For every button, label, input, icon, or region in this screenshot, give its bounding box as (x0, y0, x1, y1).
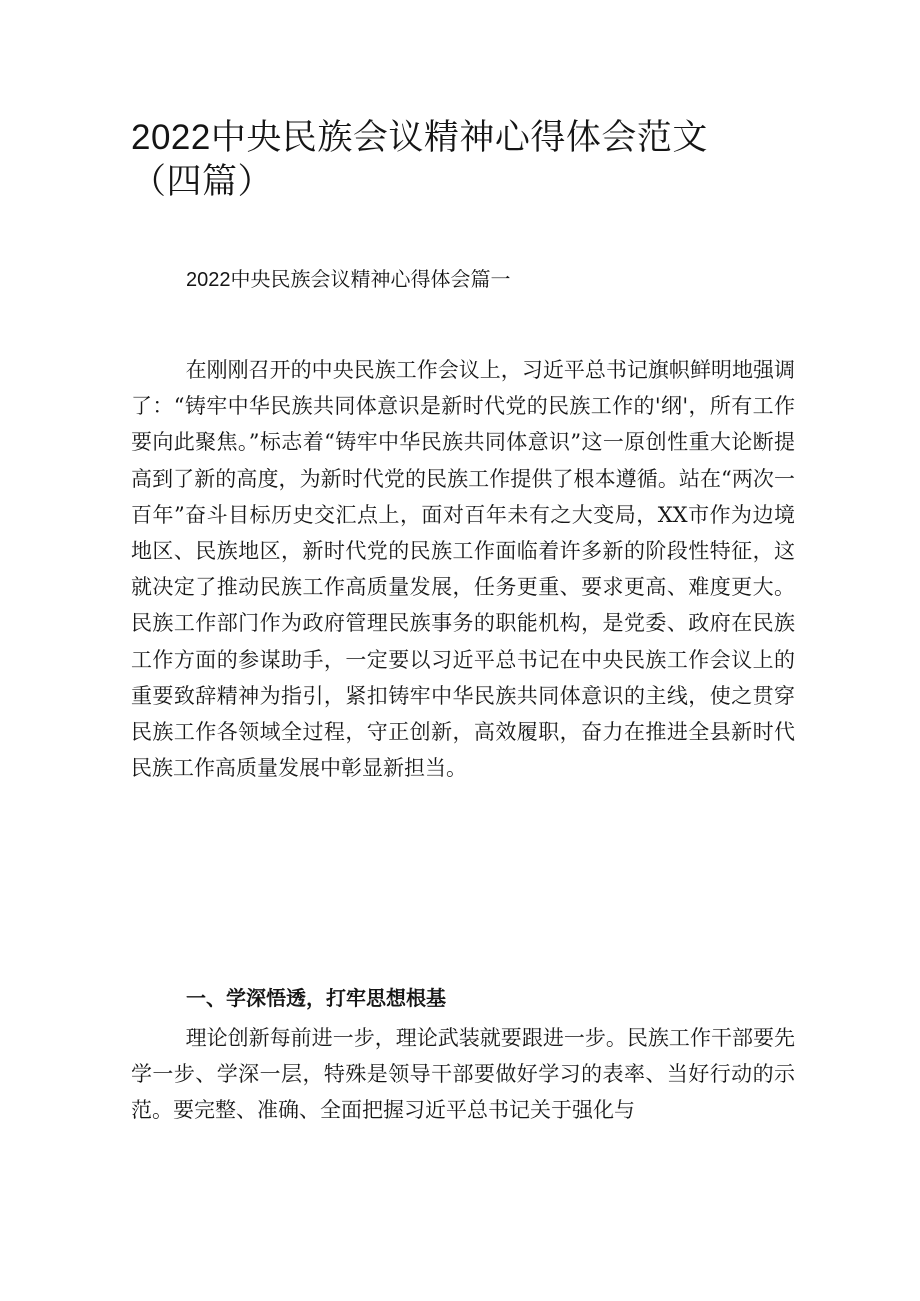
sub-heading: 一、学深悟透，打牢思想根基 (186, 986, 446, 1010)
body-paragraph: 在刚刚召开的中央民族工作会议上，习近平总书记旗帜鲜明地强调了：“铸牢中华民族共同体意识是新时代党的民族工作的'纲'，所有工作要向此聚焦。”标志着“铸牢中华民族共同体意识”这一原创性重大论断提高到了新的高度，为新时代党的民族工作提供了根本遵循。站在“两次一百年”奋斗目标历史交汇点上，面对百年未有之大变局，XX市作为边境地区、民族地区，新时代党的民族工作面临着许多新的阶段性特征，这就决定了推动民族工作高质量发展，任务更重、要求更高、难度更大。民族工作部门作为政府管理民族事务的职能机构，是党委、政府在民族工作方面的参谋助手，一定要以习近平总书记在中央民族工作会议上的重要致辞精神为指引，紧扣铸牢中华民族共同体意识的主线，使之贯穿民族工作各领域全过程，守正创新，高效履职，奋力在推进全县新时代民族工作高质量发展中彰显新担当。 (131, 358, 795, 781)
body-paragraph: 理论创新每前进一步，理论武装就要跟进一步。民族工作干部要先学一步、学深一层，特殊是领导干部要做好学习的表率、当好行动的示范。要完整、准确、全面把握习近平总书记关于强化与 (131, 1026, 795, 1123)
document-title: 2022中央民族会议精神心得体会范文（四篇） (131, 118, 708, 201)
section-heading: 2022中央民族会议精神心得体会篇一 (186, 269, 511, 291)
